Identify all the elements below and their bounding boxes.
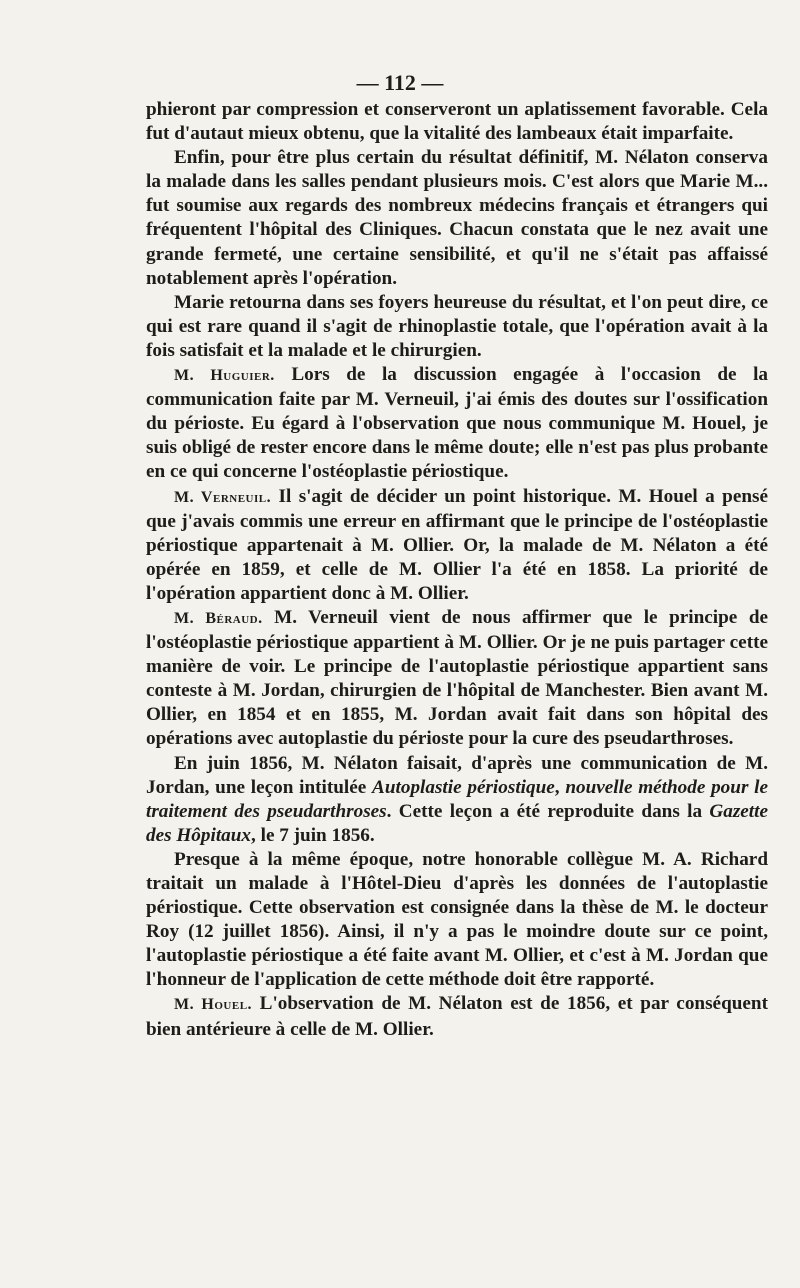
- paragraph: [146, 146, 768, 291]
- speaker-name: M. Béraud.: [174, 609, 263, 627]
- body-text: [146, 98, 768, 1042]
- speaker-name: M. Houel.: [174, 996, 253, 1014]
- paragraph: [146, 752, 768, 848]
- paragraph: [146, 363, 768, 484]
- text-run: En juin 1856, M. Nélaton faisait, d'après une communication de M. Jordan, une leçon intitulée: [146, 752, 768, 798]
- paragraph: [146, 291, 768, 363]
- text-run: M. Verneuil vient de nous affirmer que le principe de l'ostéoplastie périostique appartient à M. Ollier. Or je ne puis partager cette manière de voir. Le principe de l'autoplastie périostique appartient sans conteste à M. Jordan, chirurgien de l'hôpital de Manchester. Bien avant M. Ollier, en 1854 et en 1855, M. Jordan avait fait dans son hôpital des opérations avec autoplastie du périoste pour la cure des pseudarthroses.: [146, 606, 769, 750]
- italic-title: nouvelle méthode pour le traitement des pseudarthroses: [146, 776, 769, 822]
- italic-title: Gazette des Hôpitaux: [146, 800, 768, 846]
- text-run: phieront par compression et conserveront un aplatissement favorable. Cela fut d'autaut mieux obtenu, que la vitalité des lambeaux était imparfaite.: [146, 99, 768, 145]
- text-run: Marie retourna dans ses foyers heureuse du résultat, et l'on peut dire, ce qui est rare quand il s'agit de rhinoplastie totale, que l'opération avait à la fois satisfait et la malade et le chirurgien.: [146, 291, 768, 361]
- text-run: ,: [554, 776, 566, 798]
- paragraph: [146, 606, 768, 752]
- text-run: Il s'agit de décider un point historique. M. Houel a pensé que j'avais commis une erreur en affirmant que le principe de l'ostéoplastie périostique appartenait à M. Ollier. Or, la malade de M. Nélaton a été opérée en 1859, et celle de M. Ollier l'a été en 1858. La priorité de l'opération appartient donc à M. Ollier.: [146, 485, 768, 604]
- text-run: Enfin, pour être plus certain du résultat définitif, M. Nélaton conserva la malade dans les salles pendant plusieurs mois. C'est alors que Marie M... fut soumise aux regards des nombreux médecins français et étrangers qui fréquentent l'hôpital des Cliniques. Chacun constata que le nez avait une grande fermeté, une certaine sensibilité, et qu'il ne s'était pas affaissé notablement après l'opération.: [146, 147, 768, 289]
- page-number: — 112 —: [356, 70, 444, 95]
- paragraph: [146, 485, 768, 606]
- paragraph: [146, 992, 768, 1041]
- speaker-name: M. Verneuil.: [174, 488, 272, 506]
- speaker-name: M. Huguier.: [174, 367, 275, 385]
- text-run: Lors de la discussion engagée à l'occasion de la communication faite par M. Verneuil, j'ai émis des doutes sur l'ossification du périoste. Eu égard à l'observation que nous communique M. Houel, je suis obligé de rester encore dans le même doute; elle n'est pas plus probante en ce qui concerne l'ostéoplastie périostique.: [146, 364, 768, 483]
- paragraph: [146, 98, 768, 146]
- paragraph: [146, 848, 768, 993]
- text-run: . Cette leçon a été reproduite dans la: [386, 800, 710, 822]
- text-run: Presque à la même époque, notre honorable collègue M. A. Richard traitait un malade à l'Hôtel-Dieu d'après les données de l'autoplastie périostique. Cette observation est consignée dans la thèse de M. le docteur Roy (12 juillet 1856). Ainsi, il n'y a pas le moindre doute sur ce point, l'autoplastie périostique a été faite avant M. Ollier, et c'est à M. Jordan que l'honneur de l'application de cette méthode doit être rapporté.: [146, 848, 768, 991]
- italic-title: Autoplastie périostique: [372, 776, 555, 798]
- text-run: L'observation de M. Nélaton est de 1856, et par conséquent bien antérieure à celle de M. Ollier.: [146, 993, 768, 1040]
- text-run: , le 7 juin 1856.: [251, 824, 375, 846]
